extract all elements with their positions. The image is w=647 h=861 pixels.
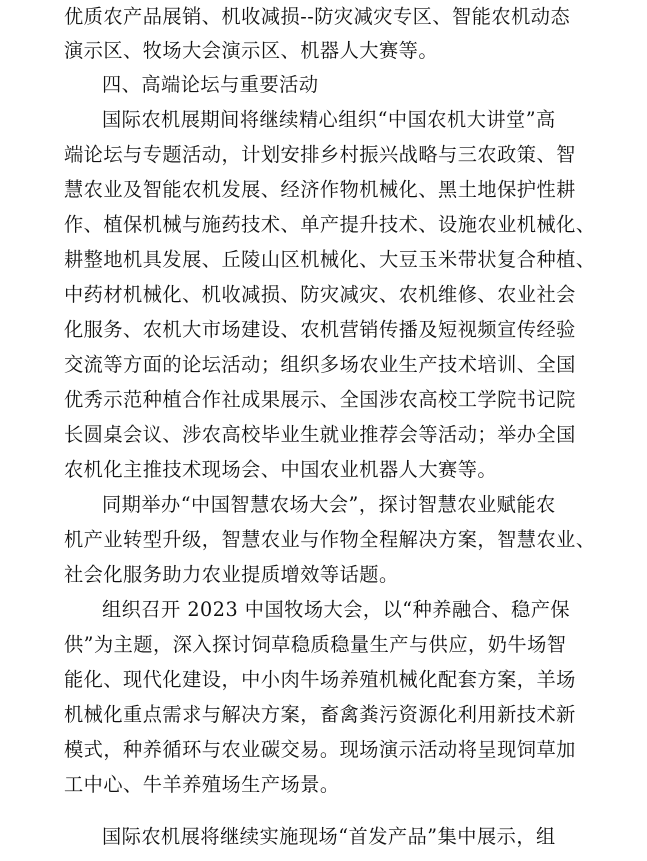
text-line: 耕整地机具发展、丘陵山区机械化、大豆玉米带状复合种植、	[64, 248, 596, 271]
text-line: 优秀示范种植合作社成果展示、全国涉农高校工学院书记院	[64, 388, 576, 411]
text-line: 国际农机展期间将继续精心组织“中国农机大讲堂”高	[102, 108, 556, 131]
section-heading: 四、高端论坛与重要活动	[102, 73, 319, 96]
text-line: 中药材机械化、机收减损、防灾减灾、农机维修、农业社会	[64, 283, 576, 306]
text-line: 优质农产品展销、机收减损--防灾减灾专区、智能农机动态	[64, 5, 571, 28]
text-line: 国际农机展将继续实施现场“首发产品”集中展示，组	[102, 825, 556, 848]
text-line: 农机化主推技术现场会、中国农业机器人大赛等。	[64, 458, 498, 481]
text-line: 同期举办“中国智慧农场大会”，探讨智慧农业赋能农	[102, 493, 556, 516]
text-line: 机产业转型升级，智慧农业与作物全程解决方案，智慧农业、	[64, 528, 596, 551]
text-line: 供”为主题，深入探讨饲草稳质稳量生产与供应，奶牛场智	[64, 633, 567, 656]
text-line: 社会化服务助力农业提质增效等话题。	[64, 563, 399, 586]
text-line: 慧农业及智能农机发展、经济作物机械化、黑土地保护性耕	[64, 178, 576, 201]
text-line: 端论坛与专题活动，计划安排乡村振兴战略与三农政策、智	[64, 143, 576, 166]
text-line: 作、植保机械与施药技术、单产提升技术、设施农业机械化、	[64, 213, 596, 236]
text-line: 机械化重点需求与解决方案，畜禽粪污资源化利用新技术新	[64, 703, 576, 726]
text-line: 长圆桌会议、涉农高校毕业生就业推荐会等活动；举办全国	[64, 423, 576, 446]
text-line: 演示区、牧场大会演示区、机器人大赛等。	[64, 39, 439, 62]
text-line: 工中心、牛羊养殖场生产场景。	[64, 773, 340, 796]
text-line: 交流等方面的论坛活动；组织多场农业生产技术培训、全国	[64, 353, 576, 376]
text-line: 能化、现代化建设，中小肉牛场养殖机械化配套方案，羊场	[64, 668, 576, 691]
text-line: 模式，种养循环与农业碳交易。现场演示活动将呈现饲草加	[64, 738, 576, 761]
text-line: 化服务、农机大市场建设、农机营销传播及短视频宣传经验	[64, 318, 576, 341]
text-line: 组织召开 2023 中国牧场大会，以“种养融合、稳产保	[102, 598, 571, 621]
